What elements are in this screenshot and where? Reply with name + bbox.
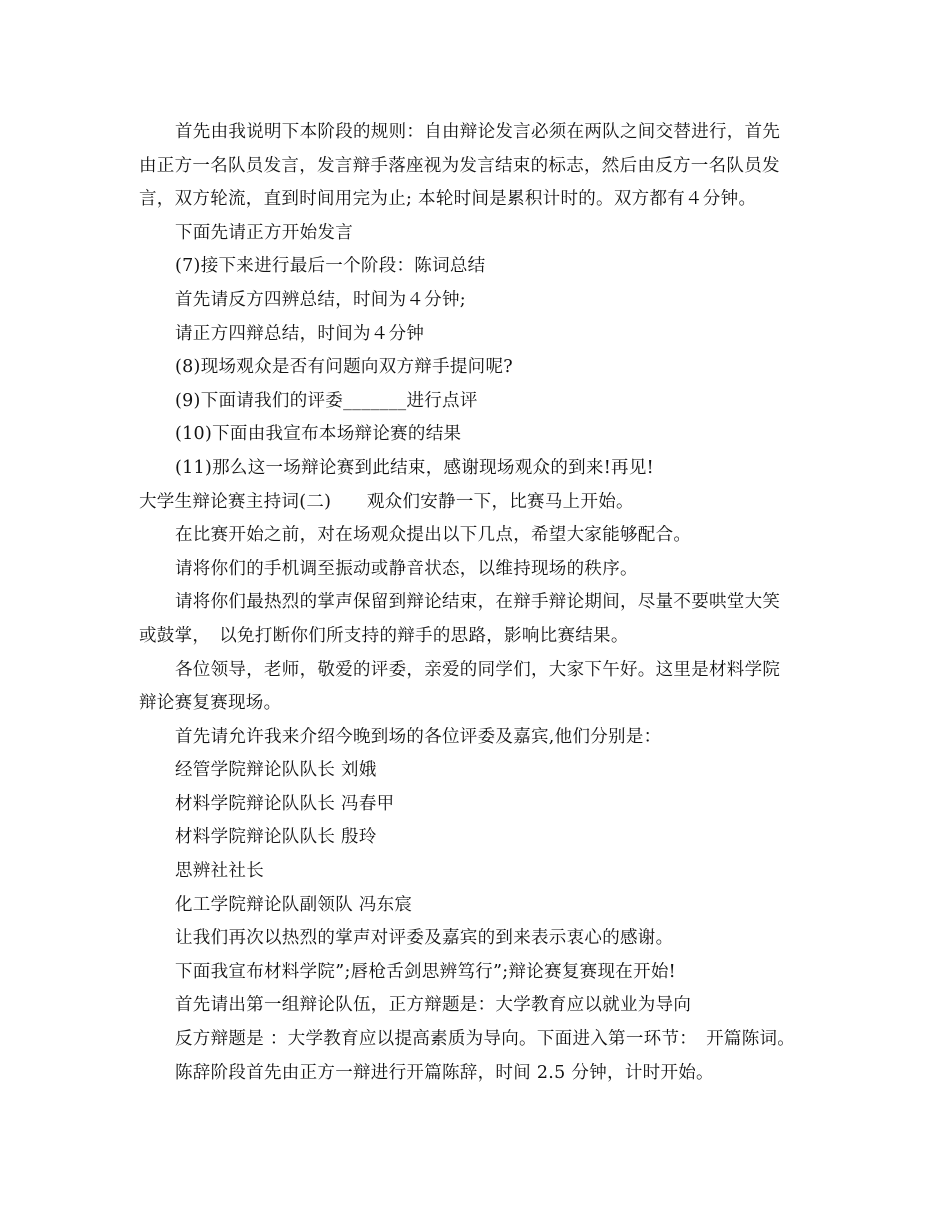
text-line: 材料学院辩论队队长 殷玲 (175, 827, 377, 848)
text-line: 陈辞阶段首先由正方一辩进行开篇陈辞，时间 2.5 分钟，计时开始。 (175, 1062, 714, 1083)
text-line: (11)那么这一场辩论赛到此结束，感谢现场观众的到来!再见! (175, 457, 654, 478)
text-line: 思辨社社长 (175, 861, 264, 882)
text-line: 大学生辩论赛主持词(二) 观众们安静一下，比赛马上开始。 (139, 491, 634, 512)
text-line: 请将你们的手机调至振动或静音状态，以维持现场的秩序。 (175, 558, 638, 579)
text-line: 由正方一名队员发言，发言辩手落座视为发言结束的标志，然后由反方一名队员发 (139, 155, 780, 176)
text-line: 言，双方轮流，直到时间用完为止; 本轮时间是累积计时的。双方都有４分钟。 (139, 189, 757, 210)
text-line: 下面先请正方开始发言 (175, 222, 353, 243)
text-line: 化工学院辩论队副领队 冯东宸 (175, 894, 413, 915)
text-line: 在比赛开始之前，对在场观众提出以下几点，希望大家能够配合。 (175, 525, 692, 546)
document-body (139, 116, 839, 1090)
text-line: 首先请允许我来介绍今晚到场的各位评委及嘉宾,他们分别是： (175, 726, 662, 747)
text-line: 下面我宣布材料学院”;唇枪舌剑思辨笃行”;辩论赛复赛现在开始! (175, 961, 677, 982)
text-line: 各位领导，老师，敬爱的评委，亲爱的同学们，大家下午好。这里是材料学院 (175, 659, 781, 680)
text-line: 反方辩题是 ：大学教育应以提高素质为导向。下面进入第一环节： 开篇陈词。 (175, 1029, 796, 1050)
text-line: 或鼓掌， 以免打断你们所支持的辩手的思路，影响比赛结果。 (139, 625, 629, 646)
text-line: 首先请反方四辨总结，时间为４分钟; (175, 289, 466, 310)
text-line: 让我们再次以热烈的掌声对评委及嘉宾的到来表示衷心的感谢。 (175, 928, 674, 949)
text-line: 首先由我说明下本阶段的规则：自由辩论发言必须在两队之间交替进行，首先 (175, 122, 781, 142)
text-line: 请正方四辩总结，时间为４分钟 (175, 323, 425, 344)
text-line: (7)接下来进行最后一个阶段：陈词总结 (175, 256, 486, 277)
text-line: (8)现场观众是否有问题向双方辩手提问呢? (175, 357, 513, 378)
text-line: (10)下面由我宣布本场辩论赛的结果 (175, 424, 462, 445)
text-line: 辩论赛复赛现场。 (139, 693, 282, 714)
text-line: 材料学院辩论队队长 冯春甲 (175, 793, 395, 814)
text-line: 经管学院辩论队队长 刘娥 (175, 760, 377, 781)
text-line: 请将你们最热烈的掌声保留到辩论结束，在辩手辩论期间，尽量不要哄堂大笑 (175, 592, 781, 613)
text-line: 首先请出第一组辩论队伍，正方辩题是：大学教育应以就业为导向 (175, 995, 692, 1016)
text-line: (9)下面请我们的评委_______进行点评 (175, 390, 478, 411)
